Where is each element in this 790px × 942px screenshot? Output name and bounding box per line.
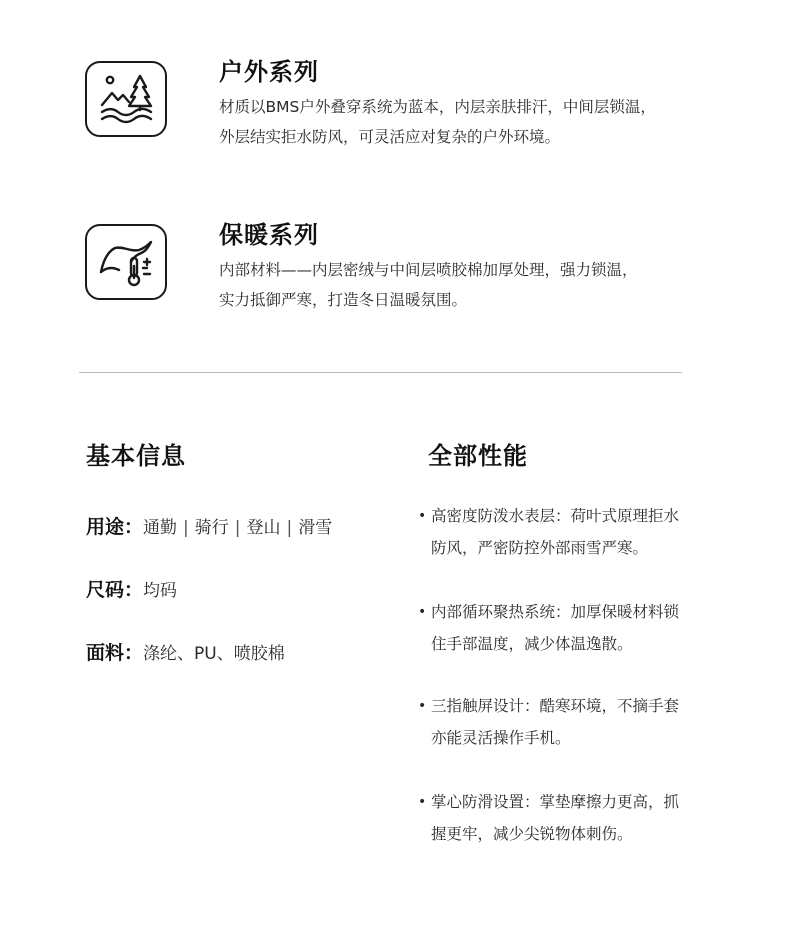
series-description-line: 材质以BMS户外叠穿系统为蓝本，内层亲肤排汗，中间层锁温， bbox=[219, 98, 656, 116]
material-value: 涤纶、PU、喷胶棉 bbox=[143, 644, 285, 664]
usage-separator: | bbox=[286, 518, 293, 538]
outdoor-landscape-icon bbox=[85, 61, 167, 137]
series-description bbox=[219, 92, 739, 152]
performance-line: 亦能灵活操作手机。 bbox=[431, 729, 571, 747]
performance-title: 全部性能 bbox=[428, 442, 528, 470]
section-divider bbox=[79, 372, 682, 373]
performance-line: 掌心防滑设置：掌垫摩擦力更高，抓 bbox=[431, 793, 680, 811]
series-description-line: 内部材料——内层密绒与中间层喷胶棉加厚处理，强力锁温， bbox=[219, 261, 638, 279]
size-value: 均码 bbox=[143, 581, 178, 601]
performance-line: 三指触屏设计：酷寒环境，不摘手套 bbox=[431, 697, 680, 715]
usage-separator: | bbox=[234, 518, 241, 538]
series-description-line: 实力抵御严寒，打造冬日温暖氛围。 bbox=[219, 291, 468, 309]
usage-value: 通勤 bbox=[143, 518, 178, 538]
usage-value: 骑行 bbox=[194, 518, 229, 538]
warmth-thermometer-icon bbox=[85, 224, 167, 300]
material-row bbox=[86, 638, 285, 665]
bullet-icon: • bbox=[418, 604, 427, 620]
performance-line: 住手部温度，减少体温逸散。 bbox=[431, 635, 633, 653]
bullet-icon: • bbox=[418, 698, 427, 714]
series-description-line: 外层结实拒水防风，可灵活应对复杂的户外环境。 bbox=[219, 128, 561, 146]
usage-label: 用途： bbox=[86, 516, 144, 538]
performance-item bbox=[418, 690, 718, 754]
material-label: 面料： bbox=[86, 642, 144, 664]
basic-info-title: 基本信息 bbox=[86, 442, 186, 470]
performance-item bbox=[418, 596, 718, 660]
size-label: 尺码： bbox=[86, 579, 144, 601]
size-row bbox=[86, 575, 177, 602]
bullet-icon: • bbox=[418, 794, 427, 810]
performance-line: 高密度防泼水表层：荷叶式原理拒水 bbox=[431, 507, 680, 525]
performance-line: 握更牢，减少尖锐物体刺伤。 bbox=[431, 825, 633, 843]
series-title: 保暖系列 bbox=[219, 221, 319, 249]
performance-line: 防风，严密防控外部雨雪严寒。 bbox=[431, 539, 649, 557]
performance-item bbox=[418, 786, 718, 850]
series-description bbox=[219, 255, 739, 315]
usage-value: 登山 bbox=[246, 518, 281, 538]
series-title: 户外系列 bbox=[219, 58, 319, 86]
usage-row bbox=[86, 512, 332, 539]
performance-item bbox=[418, 500, 718, 564]
performance-line: 内部循环聚热系统：加厚保暖材料锁 bbox=[431, 603, 680, 621]
bullet-icon: • bbox=[418, 508, 427, 524]
usage-separator: | bbox=[183, 518, 189, 538]
usage-value: 滑雪 bbox=[298, 518, 333, 538]
